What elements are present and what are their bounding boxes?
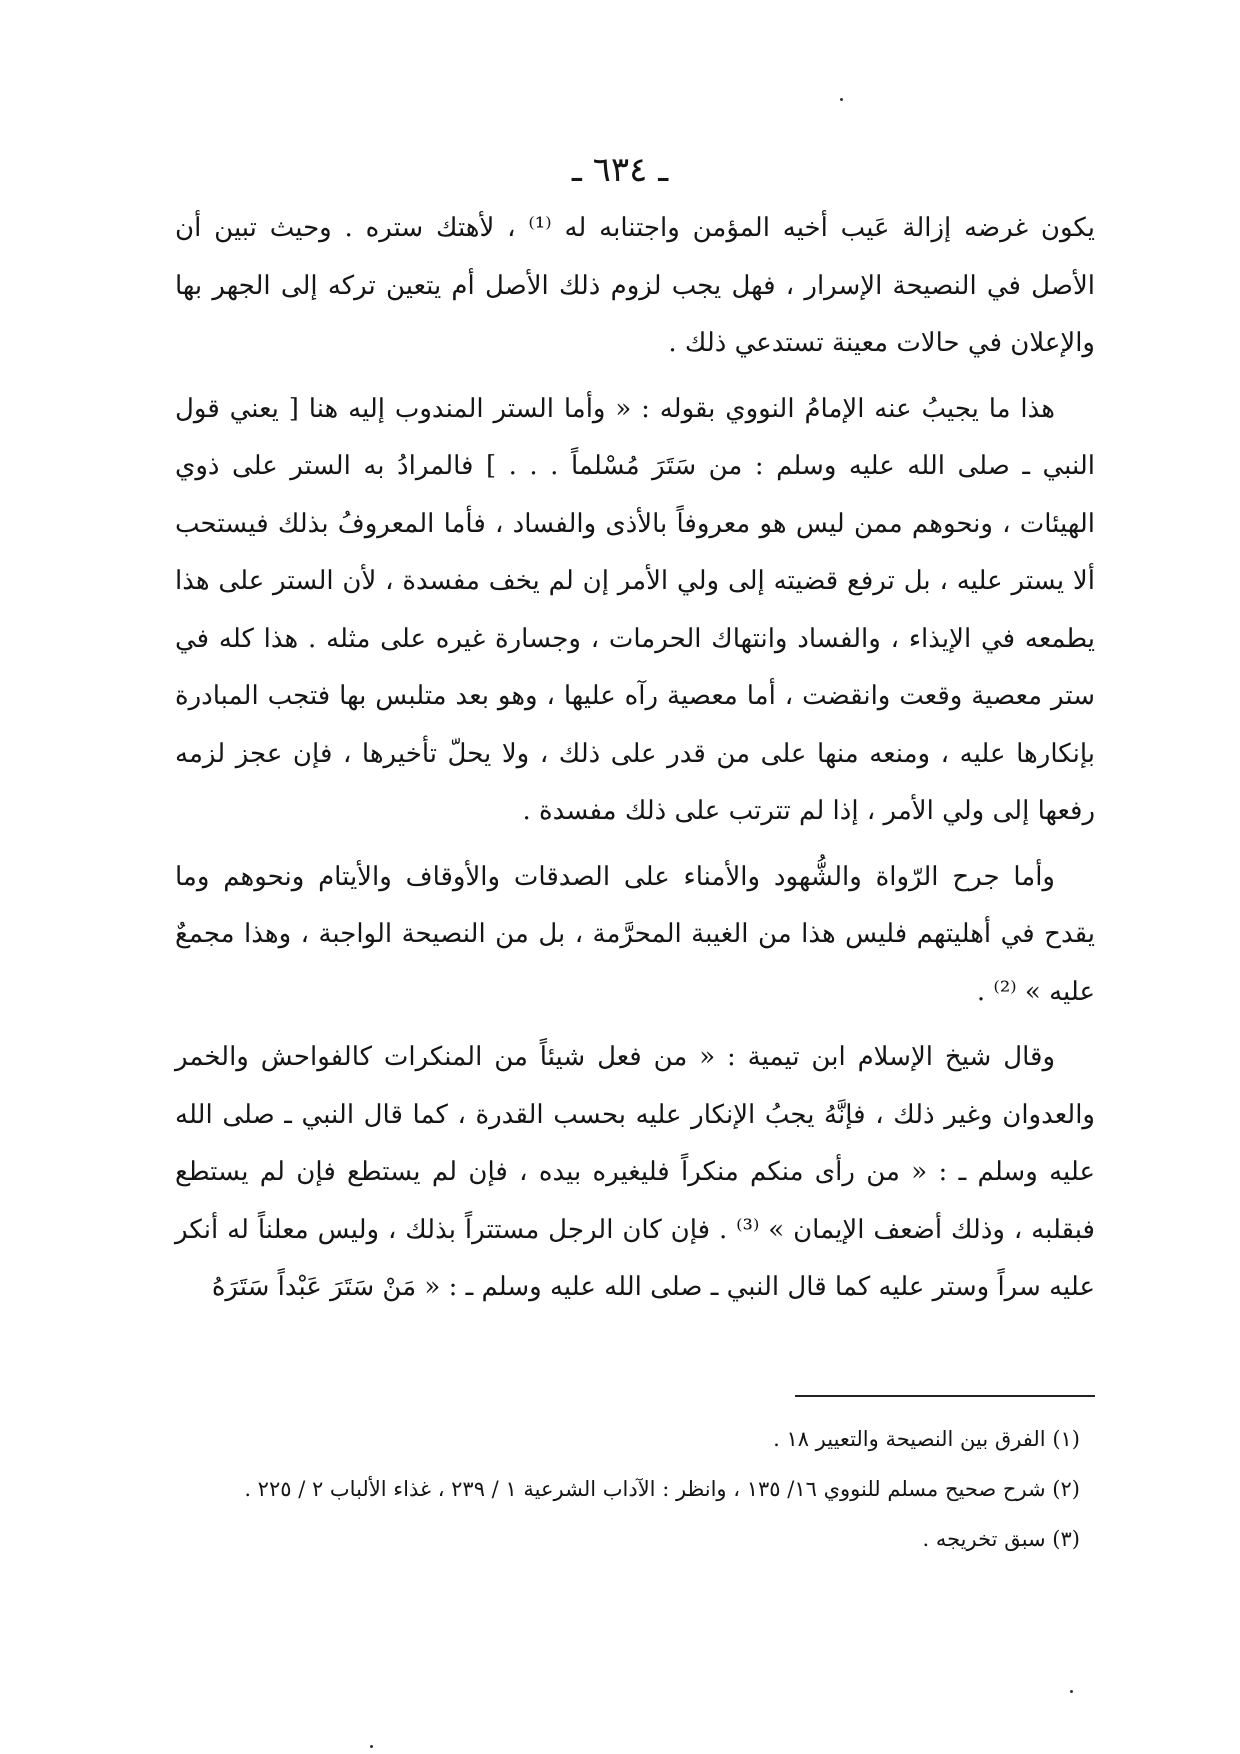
footnote-divider <box>795 1395 1095 1397</box>
footnote-2: (٢) شرح صحيح مسلم للنووي ١٦/ ١٣٥ ، وانظر : الآداب الشرعية ١ / ٢٣٩ ، غذاء الألباب ٢ / ٢٢٥ . <box>244 1477 1080 1501</box>
paragraph-1: يكون غرضه إزالة عَيب أخيه المؤمن واجتنابه له ⁽¹⁾ ، لأهتك ستره . وحيث تبين أن الأصل في النصيحة الإسرار ، فهل يجب لزوم ذلك الأصل أم يتعين تركه إلى الجهر بها والإعلان في حالات معينة تستدعي ذلك . <box>175 213 1095 358</box>
footnote-3: (٣) سبق تخريجه . <box>922 1527 1080 1551</box>
scan-speck <box>1070 1690 1073 1693</box>
scan-speck <box>840 98 843 101</box>
scan-speck <box>370 1745 373 1748</box>
main-text <box>175 200 1095 1317</box>
page-number: ـ ٦٣٤ ـ <box>571 150 669 190</box>
paragraph-3: وأما جرح الرّواة والشُّهود والأمناء على الصدقات والأوقاف والأيتام ونحوهم وما يقدح في أهليتهم فليس هذا من الغيبة المحرَّمة ، بل من النصيحة الواجبة ، وهذا مجمعٌ عليه » ⁽²⁾ . <box>175 861 1095 1007</box>
paragraph-2: هذا ما يجيبُ عنه الإمامُ النووي بقوله : « وأما الستر المندوب إليه هنا [ يعني قول النبي ـ صلى الله عليه وسلم : من سَتَرَ مُسْلماً . . . ] فالمرادُ به الستر على ذوي الهيئات ، ونحوهم ممن ليس هو معروفاً بالأذى والفساد ، فأما المعروفُ بذلك فيستحب ألا يستر عليه ، بل ترفع قضيته إلى ولي الأمر إن لم يخف مفسدة ، لأن الستر على هذا يطمعه في الإيذاء ، والفساد وانتهاك الحرمات ، وجسارة غيره على مثله . هذا كله في ستر معصية وقعت وانقضت ، أما معصية رآه عليها ، وهو بعد متلبس بها فتجب المبادرة بإنكارها عليه ، ومنعه منها على من قدر على ذلك ، ولا يحلّ تأخيرها ، فإن عجز لزمه رفعها إلى ولي الأمر ، إذا لم تترتب على ذلك مفسدة . <box>175 393 1095 826</box>
footnote-1: (١) الفرق بين النصيحة والتعيير ١٨ . <box>773 1427 1080 1451</box>
paragraph-4: وقال شيخ الإسلام ابن تيمية : « من فعل شيئاً من المنكرات كالفواحش والخمر والعدوان وغير ذلك ، فإنَّهُ يجبُ الإنكار عليه بحسب القدرة ، كما قال النبي ـ صلى الله عليه وسلم ـ : « من رأى منكم منكراً فليغيره بيده ، فإن لم يستطع فإن لم يستطع فبقلبه ، وذلك أضعف الإيمان » ⁽³⁾ . فإن كان الرجل مستتراً بذلك ، وليس معلناً له أنكر عليه سراً وستر عليه كما قال النبي ـ صلى الله عليه وسلم ـ : « مَنْ سَتَرَ عَبْداً سَتَرَهُ <box>175 1042 1095 1302</box>
footnotes <box>150 1420 1080 1570</box>
